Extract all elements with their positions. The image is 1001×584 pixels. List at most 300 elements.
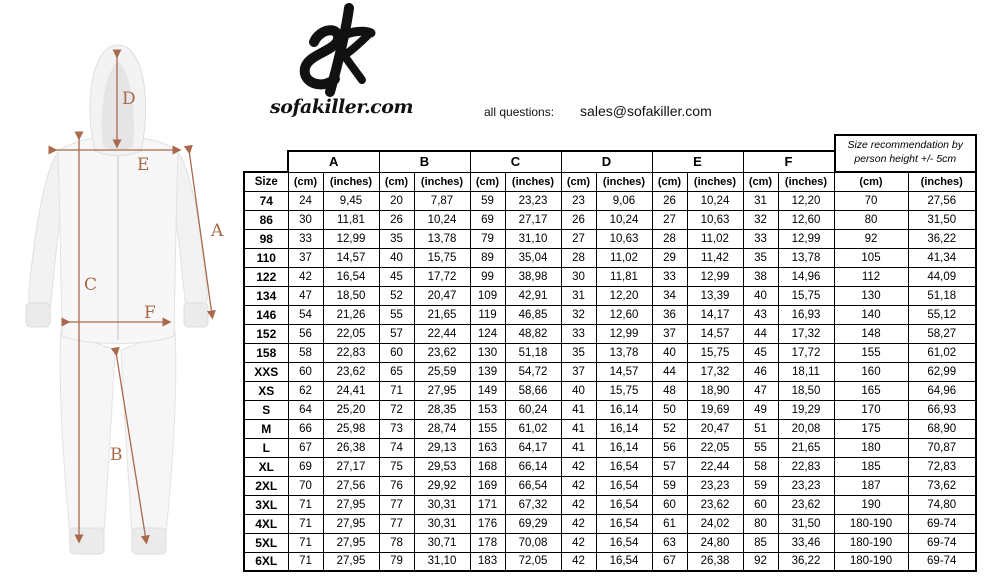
value-cell: 15,75 <box>596 381 652 400</box>
value-cell: 13,78 <box>778 248 834 267</box>
value-cell: 16,14 <box>596 419 652 438</box>
unit-header: (inches) <box>687 172 743 191</box>
size-recommendation-header <box>834 139 976 172</box>
value-cell: 190 <box>834 495 908 514</box>
value-cell: 13,78 <box>596 343 652 362</box>
value-cell: 36,22 <box>908 229 976 248</box>
value-cell: 24,80 <box>687 533 743 552</box>
value-cell: 124 <box>470 324 505 343</box>
value-cell: 165 <box>834 381 908 400</box>
value-cell: 170 <box>834 400 908 419</box>
value-cell: 80 <box>743 514 778 533</box>
value-cell: 61,02 <box>908 343 976 362</box>
value-cell: 18,50 <box>323 286 379 305</box>
value-cell: 37 <box>288 248 323 267</box>
value-cell: 12,60 <box>596 305 652 324</box>
size-cell: XXS <box>244 362 288 381</box>
value-cell: 11,02 <box>596 248 652 267</box>
value-cell: 11,02 <box>687 229 743 248</box>
value-cell: 25,59 <box>414 362 470 381</box>
value-cell: 185 <box>834 457 908 476</box>
value-cell: 27,95 <box>323 495 379 514</box>
value-cell: 55 <box>379 305 414 324</box>
value-cell: 155 <box>470 419 505 438</box>
value-cell: 80 <box>834 210 908 229</box>
table-row-2XL <box>244 476 976 495</box>
table-row-XL <box>244 457 976 476</box>
value-cell: 58,27 <box>908 324 976 343</box>
value-cell: 54,72 <box>505 362 561 381</box>
value-cell: 26 <box>561 210 596 229</box>
value-cell: 23,62 <box>687 495 743 514</box>
value-cell: 10,24 <box>596 210 652 229</box>
value-cell: 49 <box>743 400 778 419</box>
value-cell: 41 <box>561 400 596 419</box>
table-row-158 <box>244 343 976 362</box>
value-cell: 72,83 <box>908 457 976 476</box>
value-cell: 42,91 <box>505 286 561 305</box>
size-cell: XL <box>244 457 288 476</box>
value-cell: 51,18 <box>908 286 976 305</box>
unit-header: (inches) <box>596 172 652 191</box>
value-cell: 30,71 <box>414 533 470 552</box>
label-A: A <box>211 221 224 241</box>
size-cell: 6XL <box>244 552 288 571</box>
table-row-L <box>244 438 976 457</box>
value-cell: 9,06 <box>596 191 652 210</box>
table-row-98 <box>244 229 976 248</box>
value-cell: 42 <box>561 552 596 571</box>
table-row-5XL <box>244 533 976 552</box>
value-cell: 29 <box>652 248 687 267</box>
value-cell: 31,50 <box>778 514 834 533</box>
value-cell: 10,63 <box>596 229 652 248</box>
value-cell: 112 <box>834 267 908 286</box>
contact-email[interactable]: sales@sofakiller.com <box>580 103 712 119</box>
value-cell: 38,98 <box>505 267 561 286</box>
value-cell: 60 <box>288 362 323 381</box>
value-cell: 63 <box>652 533 687 552</box>
unit-header: (inches) <box>778 172 834 191</box>
value-cell: 36,22 <box>778 552 834 571</box>
value-cell: 66,14 <box>505 457 561 476</box>
value-cell: 14,57 <box>596 362 652 381</box>
value-cell: 27,17 <box>323 457 379 476</box>
size-cell: L <box>244 438 288 457</box>
value-cell: 149 <box>470 381 505 400</box>
value-cell: 35,04 <box>505 248 561 267</box>
value-cell: 13,39 <box>687 286 743 305</box>
value-cell: 29,92 <box>414 476 470 495</box>
value-cell: 12,99 <box>687 267 743 286</box>
value-cell: 99 <box>470 267 505 286</box>
value-cell: 16,54 <box>596 514 652 533</box>
value-cell: 42 <box>561 457 596 476</box>
size-cell: M <box>244 419 288 438</box>
value-cell: 62,99 <box>908 362 976 381</box>
value-cell: 10,24 <box>687 191 743 210</box>
recommendation-line-1: Size recommendation by <box>847 139 964 152</box>
value-cell: 33,46 <box>778 533 834 552</box>
size-cell: S <box>244 400 288 419</box>
value-cell: 38 <box>743 267 778 286</box>
size-cell: 86 <box>244 210 288 229</box>
size-cell: 110 <box>244 248 288 267</box>
value-cell: 12,20 <box>778 191 834 210</box>
value-cell: 45 <box>743 343 778 362</box>
value-cell: 67 <box>652 552 687 571</box>
value-cell: 11,42 <box>687 248 743 267</box>
label-D: D <box>122 89 136 109</box>
value-cell: 78 <box>379 533 414 552</box>
value-cell: 79 <box>470 229 505 248</box>
value-cell: 42 <box>561 514 596 533</box>
size-cell: 3XL <box>244 495 288 514</box>
value-cell: 48,82 <box>505 324 561 343</box>
value-cell: 71 <box>379 381 414 400</box>
value-cell: 18,50 <box>778 381 834 400</box>
value-cell: 25,20 <box>323 400 379 419</box>
value-cell: 69-74 <box>908 514 976 533</box>
value-cell: 16,14 <box>596 438 652 457</box>
value-cell: 65 <box>379 362 414 381</box>
value-cell: 7,87 <box>414 191 470 210</box>
value-cell: 26 <box>379 210 414 229</box>
value-cell: 70,87 <box>908 438 976 457</box>
value-cell: 16,54 <box>323 267 379 286</box>
size-cell: 146 <box>244 305 288 324</box>
value-cell: 59 <box>652 476 687 495</box>
value-cell: 28,74 <box>414 419 470 438</box>
value-cell: 41 <box>561 438 596 457</box>
value-cell: 60 <box>743 495 778 514</box>
value-cell: 27,95 <box>323 552 379 571</box>
value-cell: 19,69 <box>687 400 743 419</box>
column-group-A: A <box>288 151 379 172</box>
value-cell: 23,23 <box>687 476 743 495</box>
value-cell: 16,54 <box>596 495 652 514</box>
value-cell: 178 <box>470 533 505 552</box>
value-cell: 16,93 <box>778 305 834 324</box>
label-B: B <box>110 445 123 465</box>
table-row-122 <box>244 267 976 286</box>
value-cell: 31,50 <box>908 210 976 229</box>
value-cell: 61 <box>652 514 687 533</box>
value-cell: 31,10 <box>414 552 470 571</box>
size-cell: 74 <box>244 191 288 210</box>
value-cell: 59 <box>743 476 778 495</box>
value-cell: 71 <box>288 552 323 571</box>
value-cell: 56 <box>652 438 687 457</box>
garment-diagram <box>0 0 240 584</box>
table-row-S <box>244 400 976 419</box>
value-cell: 33 <box>743 229 778 248</box>
value-cell: 17,72 <box>778 343 834 362</box>
value-cell: 180 <box>834 438 908 457</box>
value-cell: 20,08 <box>778 419 834 438</box>
value-cell: 47 <box>288 286 323 305</box>
value-cell: 14,57 <box>687 324 743 343</box>
value-cell: 20,47 <box>687 419 743 438</box>
value-cell: 35 <box>379 229 414 248</box>
label-F: F <box>144 303 156 323</box>
table-row-M <box>244 419 976 438</box>
value-cell: 44 <box>652 362 687 381</box>
value-cell: 75 <box>379 457 414 476</box>
label-C: C <box>84 275 98 295</box>
value-cell: 45 <box>379 267 414 286</box>
value-cell: 37 <box>561 362 596 381</box>
value-cell: 119 <box>470 305 505 324</box>
site-name: sofakiller.com <box>270 96 413 118</box>
value-cell: 52 <box>379 286 414 305</box>
value-cell: 15,75 <box>414 248 470 267</box>
value-cell: 48 <box>652 381 687 400</box>
value-cell: 31,10 <box>505 229 561 248</box>
value-cell: 109 <box>470 286 505 305</box>
value-cell: 139 <box>470 362 505 381</box>
value-cell: 30 <box>561 267 596 286</box>
value-cell: 59 <box>470 191 505 210</box>
value-cell: 58,66 <box>505 381 561 400</box>
size-cell: 158 <box>244 343 288 362</box>
value-cell: 26,38 <box>687 552 743 571</box>
unit-header: (cm) <box>743 172 778 191</box>
column-group-B: B <box>379 151 470 172</box>
value-cell: 17,72 <box>414 267 470 286</box>
logo-k-leg-stroke <box>344 55 362 80</box>
value-cell: 62 <box>288 381 323 400</box>
value-cell: 40 <box>652 343 687 362</box>
value-cell: 187 <box>834 476 908 495</box>
value-cell: 160 <box>834 362 908 381</box>
value-cell: 168 <box>470 457 505 476</box>
value-cell: 40 <box>743 286 778 305</box>
unit-header: (inches) <box>908 172 976 191</box>
left-ankle-cuff <box>70 528 104 554</box>
table-row-146 <box>244 305 976 324</box>
unit-header: (cm) <box>834 172 908 191</box>
value-cell: 18,11 <box>778 362 834 381</box>
value-cell: 163 <box>470 438 505 457</box>
size-cell: 134 <box>244 286 288 305</box>
measurement-group-row <box>244 151 976 172</box>
value-cell: 74,80 <box>908 495 976 514</box>
value-cell: 23,23 <box>778 476 834 495</box>
value-cell: 27,56 <box>323 476 379 495</box>
value-cell: 153 <box>470 400 505 419</box>
value-cell: 42 <box>561 495 596 514</box>
value-cell: 17,32 <box>687 362 743 381</box>
value-cell: 22,44 <box>687 457 743 476</box>
table-row-74 <box>244 191 976 210</box>
value-cell: 64,96 <box>908 381 976 400</box>
value-cell: 180-190 <box>834 533 908 552</box>
value-cell: 35 <box>743 248 778 267</box>
value-cell: 183 <box>470 552 505 571</box>
table-row-XS <box>244 381 976 400</box>
value-cell: 69 <box>470 210 505 229</box>
value-cell: 21,26 <box>323 305 379 324</box>
value-cell: 180-190 <box>834 552 908 571</box>
value-cell: 51 <box>743 419 778 438</box>
value-cell: 60 <box>379 343 414 362</box>
value-cell: 57 <box>379 324 414 343</box>
value-cell: 12,99 <box>778 229 834 248</box>
value-cell: 16,54 <box>596 476 652 495</box>
value-cell: 171 <box>470 495 505 514</box>
value-cell: 68,90 <box>908 419 976 438</box>
size-cell: XS <box>244 381 288 400</box>
value-cell: 42 <box>288 267 323 286</box>
value-cell: 37 <box>652 324 687 343</box>
value-cell: 169 <box>470 476 505 495</box>
value-cell: 23,62 <box>778 495 834 514</box>
value-cell: 34 <box>652 286 687 305</box>
value-cell: 27,95 <box>323 514 379 533</box>
value-cell: 66,54 <box>505 476 561 495</box>
value-cell: 22,83 <box>778 457 834 476</box>
column-group-F: F <box>743 151 834 172</box>
value-cell: 77 <box>379 495 414 514</box>
unit-header: (inches) <box>323 172 379 191</box>
value-cell: 64 <box>288 400 323 419</box>
value-cell: 46,85 <box>505 305 561 324</box>
value-cell: 92 <box>834 229 908 248</box>
value-cell: 27,95 <box>323 533 379 552</box>
column-group-E: E <box>652 151 743 172</box>
table-row-86 <box>244 210 976 229</box>
value-cell: 16,54 <box>596 457 652 476</box>
size-cell: 122 <box>244 267 288 286</box>
value-cell: 20,47 <box>414 286 470 305</box>
unit-header: (cm) <box>379 172 414 191</box>
onesie-figure-image <box>0 0 240 584</box>
value-cell: 71 <box>288 495 323 514</box>
column-group-D: D <box>561 151 652 172</box>
value-cell: 180-190 <box>834 514 908 533</box>
value-cell: 56 <box>288 324 323 343</box>
size-cell: 98 <box>244 229 288 248</box>
value-cell: 69,29 <box>505 514 561 533</box>
value-cell: 24,02 <box>687 514 743 533</box>
table-row-6XL <box>244 552 976 571</box>
value-cell: 14,17 <box>687 305 743 324</box>
value-cell: 23,62 <box>414 343 470 362</box>
value-cell: 12,99 <box>323 229 379 248</box>
value-cell: 66 <box>288 419 323 438</box>
contact-label: all questions: <box>484 105 555 119</box>
value-cell: 60,24 <box>505 400 561 419</box>
size-table <box>243 139 977 572</box>
contact-line <box>484 103 712 119</box>
column-group-C: C <box>470 151 561 172</box>
value-cell: 73,62 <box>908 476 976 495</box>
value-cell: 69-74 <box>908 552 976 571</box>
recommendation-line-2: person height +/- 5cm <box>854 153 957 165</box>
value-cell: 71 <box>288 533 323 552</box>
value-cell: 41,34 <box>908 248 976 267</box>
value-cell: 17,32 <box>778 324 834 343</box>
unit-header: (cm) <box>288 172 323 191</box>
value-cell: 21,65 <box>778 438 834 457</box>
value-cell: 33 <box>652 267 687 286</box>
value-cell: 176 <box>470 514 505 533</box>
value-cell: 23,23 <box>505 191 561 210</box>
units-row <box>244 172 976 191</box>
value-cell: 85 <box>743 533 778 552</box>
value-cell: 148 <box>834 324 908 343</box>
value-cell: 70 <box>288 476 323 495</box>
size-chart-table <box>243 139 977 572</box>
value-cell: 28,35 <box>414 400 470 419</box>
value-cell: 57 <box>652 457 687 476</box>
value-cell: 32 <box>561 305 596 324</box>
right-cuff <box>184 303 208 327</box>
value-cell: 16,54 <box>596 533 652 552</box>
unit-header: (cm) <box>561 172 596 191</box>
value-cell: 41 <box>561 419 596 438</box>
value-cell: 42 <box>561 476 596 495</box>
value-cell: 130 <box>834 286 908 305</box>
value-cell: 15,75 <box>687 343 743 362</box>
value-cell: 140 <box>834 305 908 324</box>
value-cell: 72,05 <box>505 552 561 571</box>
value-cell: 58 <box>288 343 323 362</box>
table-row-3XL <box>244 495 976 514</box>
sk-logo-icon <box>272 2 402 98</box>
value-cell: 76 <box>379 476 414 495</box>
value-cell: 12,99 <box>596 324 652 343</box>
value-cell: 21,65 <box>414 305 470 324</box>
value-cell: 27,95 <box>414 381 470 400</box>
value-cell: 69 <box>288 457 323 476</box>
value-cell: 11,81 <box>596 267 652 286</box>
value-cell: 26,38 <box>323 438 379 457</box>
table-row-152 <box>244 324 976 343</box>
value-cell: 32 <box>743 210 778 229</box>
value-cell: 16,54 <box>596 552 652 571</box>
size-column-header: Size <box>244 172 288 191</box>
value-cell: 14,57 <box>323 248 379 267</box>
value-cell: 79 <box>379 552 414 571</box>
size-cell: 4XL <box>244 514 288 533</box>
table-row-110 <box>244 248 976 267</box>
value-cell: 25,98 <box>323 419 379 438</box>
value-cell: 50 <box>652 400 687 419</box>
table-row-4XL <box>244 514 976 533</box>
value-cell: 40 <box>561 381 596 400</box>
value-cell: 33 <box>561 324 596 343</box>
value-cell: 30 <box>288 210 323 229</box>
value-cell: 64,17 <box>505 438 561 457</box>
value-cell: 55 <box>743 438 778 457</box>
value-cell: 69-74 <box>908 533 976 552</box>
value-cell: 42 <box>561 533 596 552</box>
value-cell: 30,31 <box>414 495 470 514</box>
value-cell: 12,60 <box>778 210 834 229</box>
value-cell: 52 <box>652 419 687 438</box>
value-cell: 22,05 <box>323 324 379 343</box>
value-cell: 92 <box>743 552 778 571</box>
value-cell: 24,41 <box>323 381 379 400</box>
value-cell: 23,62 <box>323 362 379 381</box>
unit-header: (inches) <box>505 172 561 191</box>
value-cell: 61,02 <box>505 419 561 438</box>
unit-header: (inches) <box>414 172 470 191</box>
value-cell: 44,09 <box>908 267 976 286</box>
value-cell: 28 <box>652 229 687 248</box>
